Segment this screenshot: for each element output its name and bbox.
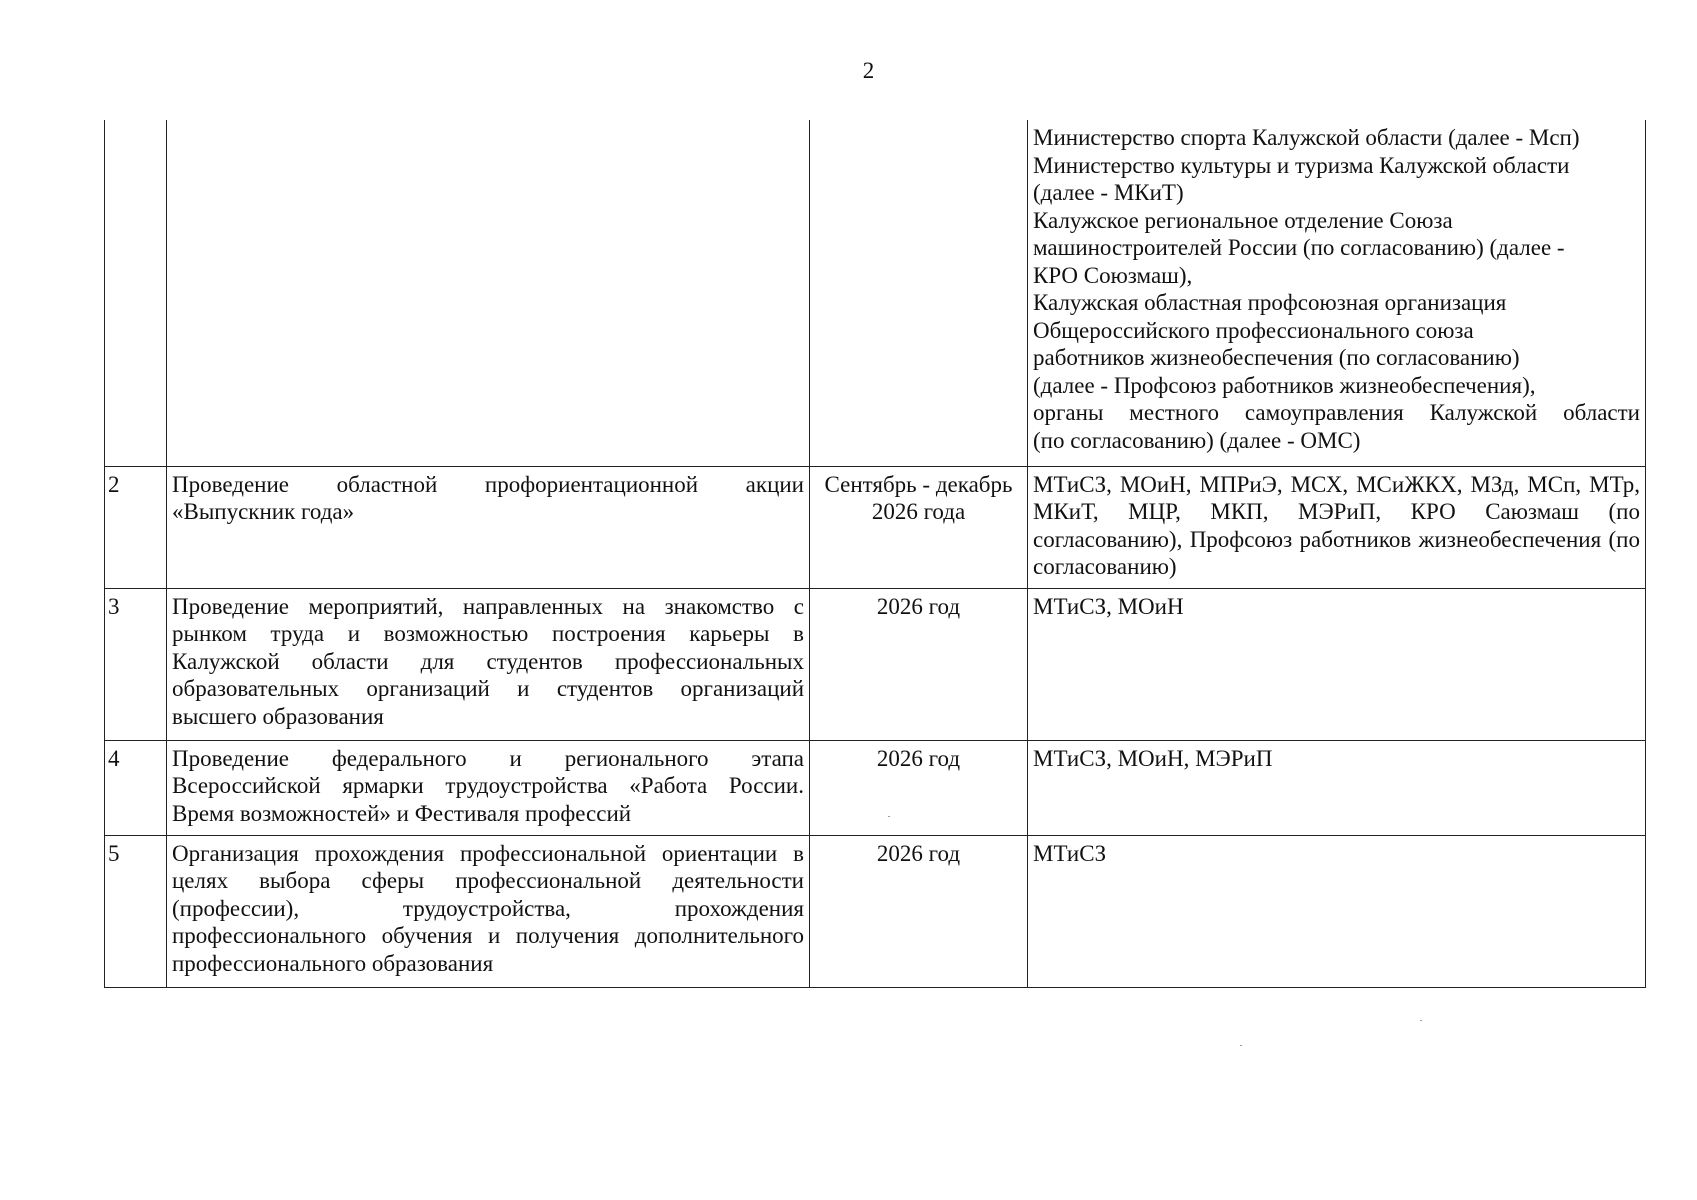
table-row-continuation <box>105 120 1646 466</box>
scan-speck <box>1240 1045 1242 1046</box>
event-date: Сентябрь - декабрь 2026 года <box>810 466 1028 588</box>
responsible-line: Министерство спорта Калужской области (далее - Мсп) <box>1033 125 1580 150</box>
event-name: Организация прохождения профессиональной ориентации в целях выбора сферы профессиональной деятельности (профессии), трудоустройства, прохождения профессионального обучения и получения дополнительного профессионального образования <box>167 835 810 987</box>
event-date: 2026 год <box>810 835 1028 987</box>
row-number: 5 <box>105 835 167 987</box>
responsible-executors: МТиСЗ, МОиН, МЭРиП <box>1028 740 1646 835</box>
plan-table <box>104 120 1646 988</box>
responsible-line: (далее - МКиТ) <box>1033 180 1184 205</box>
responsible-executors: МТиСЗ, МОиН, МПРиЭ, МСХ, МСиЖКХ, МЗд, МСп, МТр, МКиТ, МЦР, МКП, МЭРиП, КРО Саюзмаш (по согласованию), Профсоюз работников жизнеобеспечения (по согласованию) <box>1028 466 1646 588</box>
event-date <box>810 120 1028 466</box>
row-number: 2 <box>105 466 167 588</box>
responsible-line: Калужская областная профсоюзная организация <box>1033 290 1507 315</box>
responsible-executors: МТиСЗ <box>1028 835 1646 987</box>
event-date: 2026 год <box>810 588 1028 740</box>
row-number <box>105 120 167 466</box>
responsible-line: Общероссийского профессионального союза <box>1033 317 1474 343</box>
responsible-line: КРО Союзмаш), <box>1033 262 1193 288</box>
event-name: Проведение областной профориентационной акции «Выпускник года» <box>167 466 810 588</box>
table-row <box>105 466 1646 588</box>
event-name: Проведение мероприятий, направленных на знакомство с рынком труда и возможностью построения карьеры в Калужской области для студентов профессиональных образовательных организаций и студентов организаций высшего образования <box>167 588 810 740</box>
scan-speck <box>1420 1020 1422 1021</box>
event-date: 2026 год <box>810 740 1028 835</box>
event-name <box>167 120 810 466</box>
scan-speck <box>888 816 890 817</box>
responsible-line: Министерство культуры и туризма Калужской области <box>1033 152 1570 178</box>
table-row <box>105 740 1646 835</box>
responsible-line: Калужское региональное отделение Союза <box>1033 207 1453 233</box>
responsible-line: машиностроителей России (по согласованию) (далее - <box>1033 235 1565 260</box>
responsible-executors: МТиСЗ, МОиН <box>1028 588 1646 740</box>
responsible-line: (по согласованию) (далее - ОМС) <box>1033 427 1361 453</box>
table-row <box>105 588 1646 740</box>
responsible-executors <box>1028 120 1646 466</box>
event-name: Проведение федерального и регионального этапа Всероссийской ярмарки трудоустройства «Работа России. Время возможностей» и Фестиваля профессий <box>167 740 810 835</box>
row-number: 3 <box>105 588 167 740</box>
table-row <box>105 835 1646 987</box>
responsible-line: (далее - Профсоюз работников жизнеобеспечения), <box>1033 372 1536 398</box>
page-number: 2 <box>862 58 875 83</box>
row-number: 4 <box>105 740 167 835</box>
responsible-line: органы местного самоуправления Калужской области <box>1033 400 1640 425</box>
responsible-line: работников жизнеобеспечения (по согласованию) <box>1033 345 1520 370</box>
